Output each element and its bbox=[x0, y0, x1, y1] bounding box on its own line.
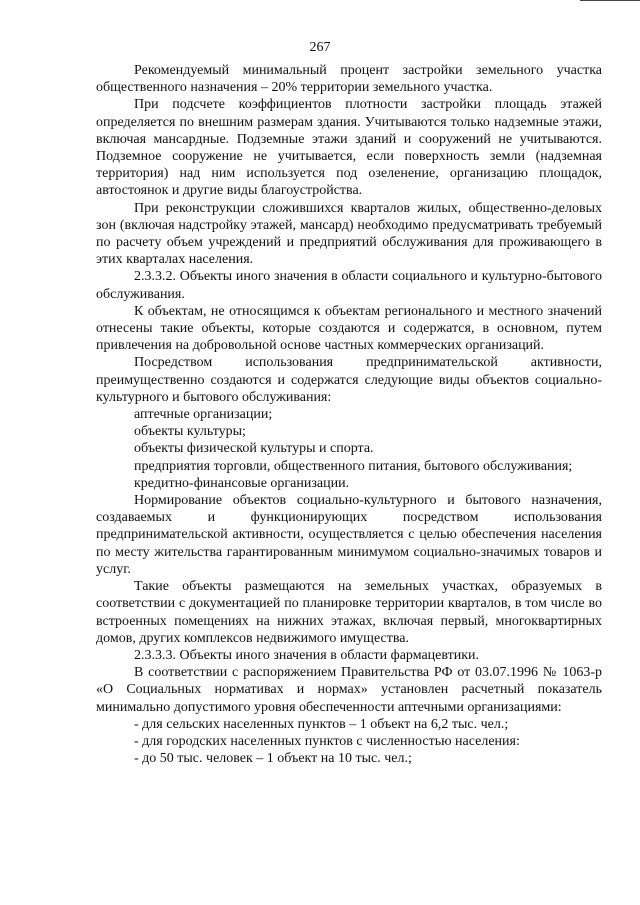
paragraph-entrepreneurial-activity: Посредством использования предпринимательской активности, преимущественно создаются и содержатся следующие виды объектов социально-культурного и бытового обслуживания: bbox=[96, 355, 602, 405]
section-heading-2-3-3-2: 2.3.3.2. Объекты иного значения в области социального и культурно-бытового обслуживания. bbox=[96, 269, 602, 302]
paragraph-government-order: В соответствии с распоряжением Правительства РФ от 03.07.1996 № 1063-р «О Социальных нормативах и нормах» установлен расчетный показатель минимально допустимого уровня обеспеченности аптечными организациями: bbox=[96, 665, 602, 715]
document-body bbox=[96, 62, 602, 767]
list-item-finance: кредитно-финансовые организации. bbox=[134, 475, 350, 491]
section-heading-2-3-3-3: 2.3.3.3. Объекты иного значения в области фармацевтики. bbox=[134, 647, 480, 663]
paragraph-density-calculation: При подсчете коэффициентов плотности застройки площадь этажей определяется по внешним размерам здания. Учитываются только надземные этажи, включая мансардные. Подземные этажи зданий и сооружений не учитываются. Подземное сооружение не учитывается, если поверхность земли (надземная территория) над ним используется под озеленение, организацию площадок, автостоянок и другие виды благоустройства. bbox=[96, 97, 602, 199]
paragraph-reconstruction: При реконструкции сложившихся кварталов жилых, общественно-деловых зон (включая надстройку этажей, мансард) необходимо предусматривать требуемый по расчету объем учреждений и предприятий обслуживания для проживающего в этих кварталах населения. bbox=[96, 200, 602, 268]
dash-item-under-50k: - до 50 тыс. человек – 1 объект на 10 тыс. чел.; bbox=[134, 751, 412, 767]
paragraph-placement: Такие объекты размещаются на земельных участках, образуемых в соответствии с документацией по планировке территории кварталов, в том числе во встроенных помещениях на нижних этажах, включая первый, многоквартирных домов, других комплексов недвижимого имущества. bbox=[96, 579, 602, 646]
dash-item-urban: - для городских населенных пунктов с численностью населения: bbox=[134, 733, 520, 749]
list-item-pharmacies: аптечные организации; bbox=[134, 407, 273, 423]
paragraph-normalization: Нормирование объектов социально-культурного и бытового назначения, создаваемых и функционирующих посредством использования предпринимательской активности, осуществляется с целью обеспечения населения по месту жительства гарантированным минимумом социально-значимых товаров и услуг. bbox=[96, 493, 602, 577]
list-item-trade-services: предприятия торговли, общественного питания, бытового обслуживания; bbox=[134, 458, 573, 474]
top-rule bbox=[580, 0, 640, 1]
paragraph-building-percentage: Рекомендуемый минимальный процент застройки земельного участка общественного назначения – 20% территории земельного участка. bbox=[96, 63, 602, 96]
paragraph-non-regional-objects: К объектам, не относящимся к объектам регионального и местного значений отнесены такие объекты, которые создаются и содержатся, в основном, путем привлечения на добровольной основе частных коммерческих организаций. bbox=[96, 303, 602, 354]
list-item-sports: объекты физической культуры и спорта. bbox=[134, 441, 374, 457]
dash-item-rural: - для сельских населенных пунктов – 1 объект на 6,2 тыс. чел.; bbox=[134, 716, 509, 732]
list-item-culture: объекты культуры; bbox=[134, 424, 246, 440]
page-number: 267 bbox=[309, 40, 331, 55]
